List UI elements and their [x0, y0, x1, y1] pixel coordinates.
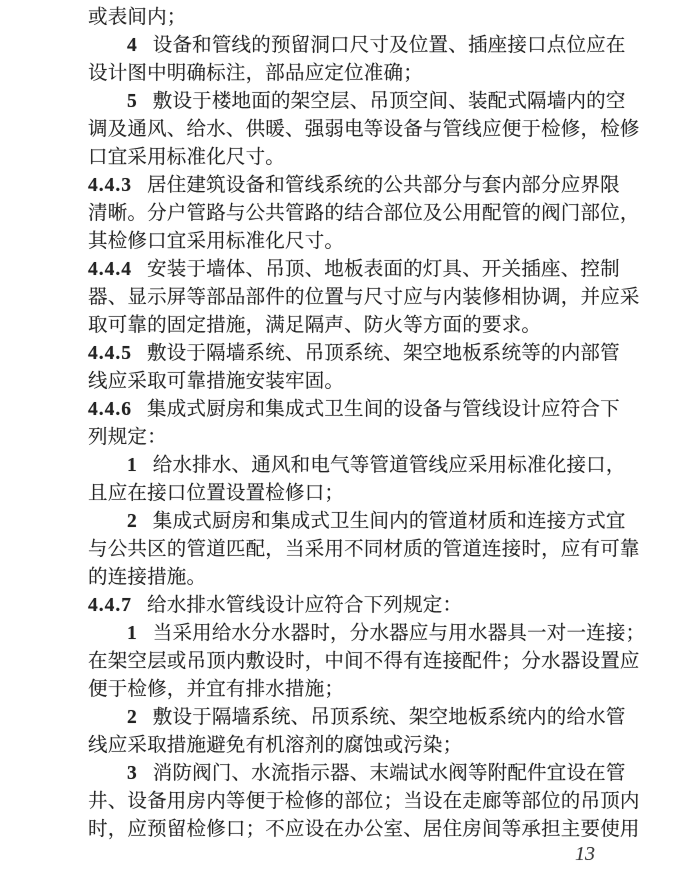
line-text: 设备和管线的预留洞口尺寸及位置、插座接口点位应在	[152, 35, 626, 56]
line-text: 便于检修，并宜有排水措施；	[88, 679, 345, 700]
clause-number: 4.4.6	[88, 399, 132, 420]
line-text: 集成式厨房和集成式卫生间内的管道材质和连接方式宜	[152, 511, 626, 532]
line-text: 安装于墙体、吊顶、地板表面的灯具、开关插座、控制	[147, 259, 620, 280]
line-text: 消防阀门、水流指示器、末端试水阀等附配件宜设在管	[152, 763, 626, 784]
line-text: 居住建筑设备和管线系统的公共部分与套内部分应界限	[147, 175, 620, 196]
text-line	[88, 678, 344, 701]
text-line	[88, 650, 640, 673]
text-line	[88, 482, 344, 505]
line-text: 与公共区的管道匹配，当采用不同材质的管道连接时，应有可靠	[88, 539, 640, 560]
clause-number: 1	[127, 623, 138, 644]
clause-line	[88, 342, 620, 365]
line-text: 清晰。分户管路与公共管路的结合部位及公用配管的阀门部位，	[88, 203, 640, 224]
text-line	[88, 426, 167, 449]
clause-line	[88, 258, 620, 281]
line-text: 敷设于楼地面的架空层、吊顶空间、装配式隔墙内的空	[152, 91, 626, 112]
line-text: 集成式厨房和集成式卫生间的设备与管线设计应符合下	[147, 399, 620, 420]
text-line	[88, 370, 344, 393]
text-line	[88, 790, 640, 813]
text-line	[88, 566, 206, 589]
line-text: 敷设于隔墙系统、吊顶系统、架空地板系统内的给水管	[152, 707, 626, 728]
clause-number: 2	[127, 511, 138, 532]
line-text: 列规定：	[88, 427, 167, 448]
line-text: 时，应预留检修口；不应设在办公室、居住房间等承担主要使用	[88, 819, 640, 840]
clause-line	[127, 706, 626, 729]
text-line	[88, 314, 541, 337]
line-text: 给水排水管线设计应符合下列规定：	[147, 595, 463, 616]
line-text: 线应采取措施避免有机溶剂的腐蚀或污染；	[88, 735, 463, 756]
clause-line	[127, 762, 626, 785]
line-text: 线应采取可靠措施安装牢固。	[88, 371, 345, 392]
text-line	[88, 146, 285, 169]
clause-line	[127, 510, 626, 533]
text-line	[88, 734, 462, 757]
clause-number: 4	[127, 35, 138, 56]
text-line	[88, 6, 187, 29]
clause-line	[88, 398, 620, 421]
text-line	[88, 230, 344, 253]
clause-number: 4.4.3	[88, 175, 132, 196]
line-text: 在架空层或吊顶内敷设时，中间不得有连接配件；分水器设置应	[88, 651, 640, 672]
clause-line	[88, 174, 620, 197]
line-text: 当采用给水分水器时，分水器应与用水器具一对一连接；	[152, 623, 646, 644]
line-text: 或表间内；	[88, 7, 187, 28]
text-line	[88, 118, 640, 141]
line-text: 调及通风、给水、供暖、强弱电等设备与管线应便于检修，检修	[88, 119, 640, 140]
line-text: 取可靠的固定措施，满足隔声、防火等方面的要求。	[88, 315, 542, 336]
clause-number: 4.4.5	[88, 343, 132, 364]
line-text: 口宜采用标准化尺寸。	[88, 147, 286, 168]
text-line	[88, 62, 423, 85]
clause-number: 4.4.7	[88, 595, 132, 616]
line-text: 给水排水、通风和电气等管道管线应采用标准化接口，	[152, 455, 626, 476]
clause-line	[127, 622, 645, 645]
clause-line	[127, 454, 626, 477]
clause-line	[127, 90, 626, 113]
clause-line	[88, 594, 462, 617]
text-line	[88, 286, 640, 309]
line-text: 其检修口宜采用标准化尺寸。	[88, 231, 345, 252]
line-text: 井、设备用房内等便于检修的部位；当设在走廊等部位的吊顶内	[88, 791, 640, 812]
line-text: 敷设于隔墙系统、吊顶系统、架空地板系统等的内部管	[147, 343, 620, 364]
line-text: 器、显示屏等部品部件的位置与尺寸应与内装修相协调，并应采	[88, 287, 640, 308]
clause-number: 3	[127, 763, 138, 784]
clause-number: 4.4.4	[88, 259, 132, 280]
line-text: 的连接措施。	[88, 567, 207, 588]
line-text: 且应在接口位置设置检修口；	[88, 483, 345, 504]
clause-number: 1	[127, 455, 138, 476]
clause-line	[127, 34, 626, 57]
text-line	[88, 538, 640, 561]
text-line	[88, 202, 640, 225]
line-text: 设计图中明确标注，部品应定位准确；	[88, 63, 423, 84]
clause-number: 2	[127, 707, 138, 728]
page-number: 13	[575, 843, 595, 865]
text-line	[88, 818, 640, 841]
clause-number: 5	[127, 91, 138, 112]
